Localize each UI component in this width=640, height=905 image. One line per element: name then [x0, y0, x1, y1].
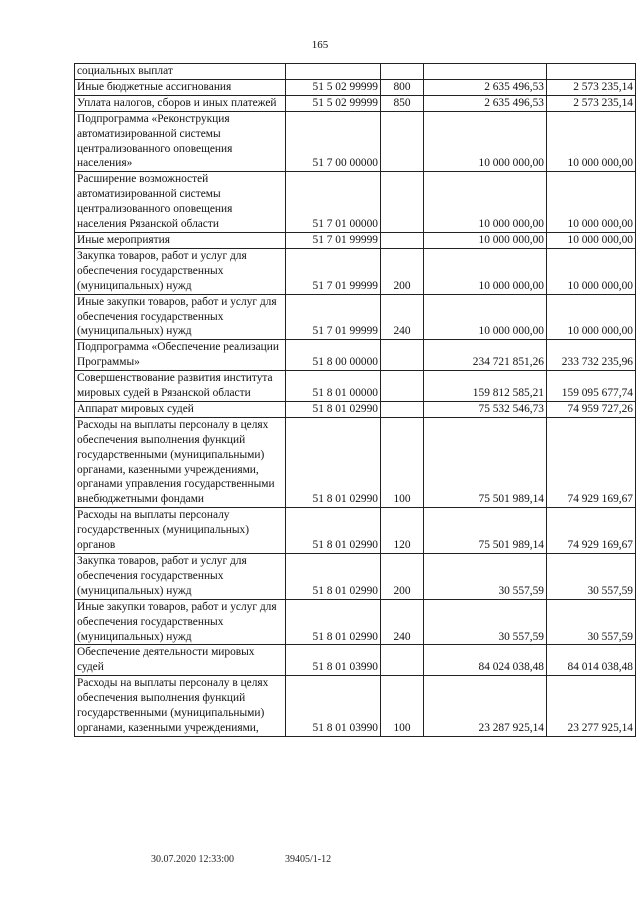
- amount-executed-cell: 30 557,59: [547, 599, 636, 645]
- amount-plan-cell: 10 000 000,00: [424, 111, 547, 172]
- table-row: [75, 172, 636, 233]
- table-row: [75, 676, 636, 737]
- amount-plan-cell: 30 557,59: [424, 599, 547, 645]
- amount-plan-cell: 10 000 000,00: [424, 232, 547, 248]
- target-article-code-cell: 51 8 01 02990: [286, 508, 381, 554]
- amount-plan-cell: 159 812 585,21: [424, 371, 547, 402]
- amount-plan-cell: 23 287 925,14: [424, 676, 547, 737]
- target-article-code-cell: 51 7 00 00000: [286, 111, 381, 172]
- target-article-code-cell: 51 8 01 03990: [286, 676, 381, 737]
- amount-plan-cell: 2 635 496,53: [424, 79, 547, 95]
- row-name-cell: Совершенствование развития института мировых судей в Рязанской области: [75, 371, 286, 402]
- expense-type-code-cell: 120: [381, 508, 424, 554]
- expense-type-code-cell: 200: [381, 248, 424, 294]
- expense-type-code-cell: [381, 172, 424, 233]
- footer-date: 30.07.2020 12:33:00: [151, 854, 235, 865]
- target-article-code-cell: 51 5 02 99999: [286, 79, 381, 95]
- amount-executed-cell: 10 000 000,00: [547, 172, 636, 233]
- expense-type-code-cell: 850: [381, 95, 424, 111]
- target-article-code-cell: 51 8 01 02990: [286, 554, 381, 600]
- row-name-cell: Расширение возможностей автоматизированной системы централизованного оповещения населения Рязанской области: [75, 172, 286, 233]
- table-row: [75, 79, 636, 95]
- row-name-cell: Обеспечение деятельности мировых судей: [75, 645, 286, 676]
- amount-plan-cell: 75 501 989,14: [424, 417, 547, 507]
- expense-type-code-cell: [381, 232, 424, 248]
- row-name-cell: Расходы на выплаты персоналу в целях обеспечения выполнения функций государственными (муниципальными) органами, казенными учреждениями, органами управления государственными внебюджетными фондами: [75, 417, 286, 507]
- amount-executed-cell: 2 573 235,14: [547, 79, 636, 95]
- target-article-code-cell: 51 7 01 99999: [286, 294, 381, 340]
- target-article-code-cell: 51 8 01 02990: [286, 599, 381, 645]
- amount-executed-cell: 10 000 000,00: [547, 232, 636, 248]
- amount-plan-cell: [424, 64, 547, 80]
- amount-plan-cell: 234 721 851,26: [424, 340, 547, 371]
- table-row: [75, 599, 636, 645]
- amount-executed-cell: [547, 64, 636, 80]
- amount-executed-cell: 2 573 235,14: [547, 95, 636, 111]
- target-article-code-cell: 51 8 01 02990: [286, 417, 381, 507]
- budget-table-body: [75, 64, 636, 737]
- table-row: [75, 95, 636, 111]
- amount-executed-cell: 74 929 169,67: [547, 508, 636, 554]
- amount-executed-cell: 159 095 677,74: [547, 371, 636, 402]
- amount-plan-cell: 2 635 496,53: [424, 95, 547, 111]
- table-row: [75, 111, 636, 172]
- table-row: [75, 64, 636, 80]
- row-name-cell: социальных выплат: [75, 64, 286, 80]
- expense-type-code-cell: 100: [381, 417, 424, 507]
- amount-executed-cell: 233 732 235,96: [547, 340, 636, 371]
- amount-plan-cell: 75 532 546,73: [424, 401, 547, 417]
- table-row: [75, 294, 636, 340]
- budget-table: [74, 63, 636, 737]
- row-name-cell: Уплата налогов, сборов и иных платежей: [75, 95, 286, 111]
- table-row: [75, 401, 636, 417]
- row-name-cell: Подпрограмма «Обеспечение реализации Программы»: [75, 340, 286, 371]
- amount-plan-cell: 10 000 000,00: [424, 294, 547, 340]
- table-row: [75, 340, 636, 371]
- amount-executed-cell: 30 557,59: [547, 554, 636, 600]
- row-name-cell: Расходы на выплаты персоналу в целях обеспечения выполнения функций государственными (муниципальными) органами, казенными учреждениями,: [75, 676, 286, 737]
- expense-type-code-cell: 800: [381, 79, 424, 95]
- table-row: [75, 554, 636, 600]
- target-article-code-cell: 51 7 01 99999: [286, 248, 381, 294]
- row-name-cell: Расходы на выплаты персоналу государственных (муниципальных) органов: [75, 508, 286, 554]
- target-article-code-cell: 51 8 00 00000: [286, 340, 381, 371]
- amount-plan-cell: 30 557,59: [424, 554, 547, 600]
- row-name-cell: Иные мероприятия: [75, 232, 286, 248]
- footer-document-code: 39405/1-12: [285, 854, 332, 865]
- page-number: 165: [311, 39, 329, 51]
- amount-plan-cell: 10 000 000,00: [424, 248, 547, 294]
- table-row: [75, 232, 636, 248]
- expense-type-code-cell: [381, 64, 424, 80]
- row-name-cell: Закупка товаров, работ и услуг для обеспечения государственных (муниципальных) нужд: [75, 248, 286, 294]
- expense-type-code-cell: [381, 645, 424, 676]
- row-name-cell: Аппарат мировых судей: [75, 401, 286, 417]
- amount-plan-cell: 75 501 989,14: [424, 508, 547, 554]
- expense-type-code-cell: [381, 111, 424, 172]
- expense-type-code-cell: 240: [381, 599, 424, 645]
- target-article-code-cell: 51 8 01 02990: [286, 401, 381, 417]
- target-article-code-cell: 51 5 02 99999: [286, 95, 381, 111]
- row-name-cell: Подпрограмма «Реконструкция автоматизированной системы централизованного оповещения населения»: [75, 111, 286, 172]
- row-name-cell: Иные бюджетные ассигнования: [75, 79, 286, 95]
- amount-executed-cell: 23 277 925,14: [547, 676, 636, 737]
- amount-executed-cell: 10 000 000,00: [547, 294, 636, 340]
- expense-type-code-cell: [381, 340, 424, 371]
- table-row: [75, 248, 636, 294]
- expense-type-code-cell: 200: [381, 554, 424, 600]
- expense-type-code-cell: [381, 401, 424, 417]
- amount-plan-cell: 84 024 038,48: [424, 645, 547, 676]
- table-row: [75, 417, 636, 507]
- amount-executed-cell: 74 959 727,26: [547, 401, 636, 417]
- amount-executed-cell: 10 000 000,00: [547, 111, 636, 172]
- row-name-cell: Закупка товаров, работ и услуг для обеспечения государственных (муниципальных) нужд: [75, 554, 286, 600]
- amount-executed-cell: 10 000 000,00: [547, 248, 636, 294]
- amount-executed-cell: 74 929 169,67: [547, 417, 636, 507]
- amount-plan-cell: 10 000 000,00: [424, 172, 547, 233]
- table-row: [75, 645, 636, 676]
- row-name-cell: Иные закупки товаров, работ и услуг для обеспечения государственных (муниципальных) нужд: [75, 599, 286, 645]
- table-row: [75, 371, 636, 402]
- target-article-code-cell: 51 7 01 99999: [286, 232, 381, 248]
- target-article-code-cell: [286, 64, 381, 80]
- expense-type-code-cell: 100: [381, 676, 424, 737]
- row-name-cell: Иные закупки товаров, работ и услуг для обеспечения государственных (муниципальных) нужд: [75, 294, 286, 340]
- expense-type-code-cell: [381, 371, 424, 402]
- target-article-code-cell: 51 7 01 00000: [286, 172, 381, 233]
- expense-type-code-cell: 240: [381, 294, 424, 340]
- amount-executed-cell: 84 014 038,48: [547, 645, 636, 676]
- target-article-code-cell: 51 8 01 03990: [286, 645, 381, 676]
- target-article-code-cell: 51 8 01 00000: [286, 371, 381, 402]
- table-row: [75, 508, 636, 554]
